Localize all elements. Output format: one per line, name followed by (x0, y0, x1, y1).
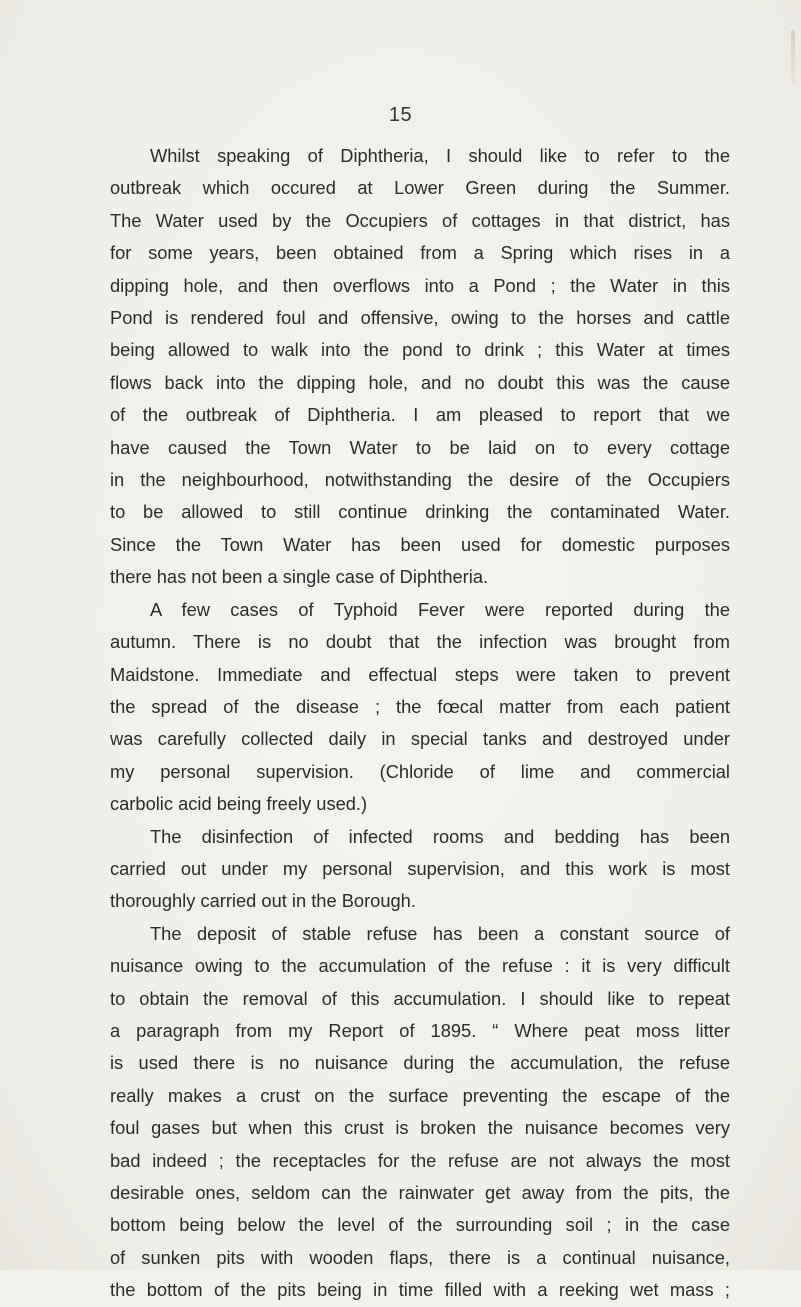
text-line: being allowed to walk into the pond to drink ; this Water at times (110, 339, 730, 361)
text-line: dipping hole, and then overflows into a Pond ; the Water in this (110, 274, 730, 296)
text-line: A few cases of Typhoid Fever were reported during the (150, 598, 730, 620)
text-line: the bottom of the pits being in time filled with a reeking wet mass ; (110, 1279, 730, 1301)
text-line: for some years, been obtained from a Spring which rises in a (110, 242, 730, 264)
text-line: a paragraph from my Report of 1895. “ Where peat moss litter (110, 1019, 730, 1041)
text-line: to be allowed to still continue drinking the contaminated Water. (110, 501, 730, 523)
text-line: is used there is no nuisance during the accumulation, the refuse (110, 1052, 730, 1074)
text-line: Since the Town Water has been used for domestic purposes (110, 533, 730, 555)
text-line: desirable ones, seldom can the rainwater get away from the pits, the (110, 1182, 730, 1203)
text-line: Whilst speaking of Diphtheria, I should like to refer to the (150, 145, 730, 166)
body-text (110, 140, 730, 1307)
text-line: there has not been a single case of Diphtheria. (110, 566, 489, 588)
text-line: bottom being below the level of the surrounding soil ; in the case (110, 1214, 730, 1236)
text-line: carried out under my personal supervision, and this work is most (110, 857, 730, 879)
text-line: bad indeed ; the receptacles for the refuse are not always the most (110, 1149, 730, 1171)
text-line: The disinfection of infected rooms and bedding has been (150, 825, 730, 847)
page-edge-mark (791, 30, 795, 84)
text-line: autumn. There is no doubt that the infection was brought from (110, 631, 730, 653)
text-line: have caused the Town Water to be laid on to every cottage (110, 436, 730, 458)
text-line: foul gases but when this crust is broken the nuisance becomes very (110, 1117, 730, 1139)
text-line: really makes a crust on the surface preventing the escape of the (110, 1084, 730, 1106)
text-line: thoroughly carried out in the Borough. (110, 890, 416, 912)
text-line: nuisance owing to the accumulation of the refuse : it is very difficult (110, 955, 730, 977)
text-line: was carefully collected daily in special tanks and destroyed under (110, 728, 730, 750)
text-line: Pond is rendered foul and offensive, owing to the horses and cattle (110, 307, 730, 329)
text-line: The deposit of stable refuse has been a constant source of (150, 922, 730, 944)
text-line: in the neighbourhood, notwithstanding the desire of the Occupiers (110, 469, 730, 491)
text-line: flows back into the dipping hole, and no doubt this was the cause (110, 371, 730, 393)
text-line: my personal supervision. (Chloride of lime and commercial (110, 760, 730, 782)
text-line: carbolic acid being freely used.) (110, 793, 368, 815)
text-line: Maidstone. Immediate and effectual steps were taken to prevent (110, 663, 730, 685)
text-line: outbreak which occured at Lower Green during the Summer. (110, 177, 730, 199)
page-number: 15 (388, 104, 413, 126)
text-line: to obtain the removal of this accumulation. I should like to repeat (110, 987, 730, 1009)
text-line: of the outbreak of Diphtheria. I am pleased to report that we (110, 404, 730, 426)
text-line: of sunken pits with wooden flaps, there is a continual nuisance, (110, 1246, 730, 1268)
text-line: the spread of the disease ; the fœcal matter from each patient (110, 695, 730, 717)
text-line: The Water used by the Occupiers of cottages in that district, has (110, 209, 730, 231)
